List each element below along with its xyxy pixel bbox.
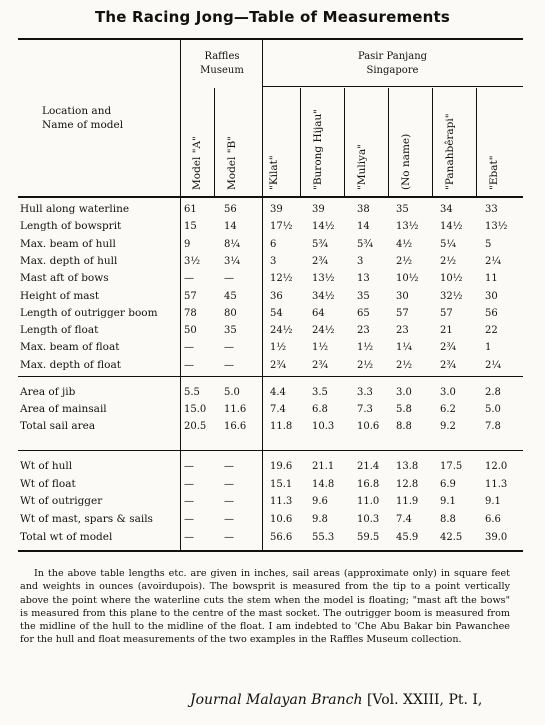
location-header: Name of model	[42, 119, 124, 131]
table-cell: 9.6	[312, 496, 328, 508]
pasir-group-header: Pasir Panjang	[357, 51, 428, 62]
table-cell: 78	[184, 307, 197, 319]
table-cell: 4½	[396, 238, 413, 250]
table-cell: 1	[485, 342, 492, 354]
table-cell: —	[184, 496, 194, 508]
table-cell: —	[184, 273, 194, 285]
row-label: Wt of float	[20, 477, 76, 490]
column-divider	[300, 88, 301, 196]
table-cell: 8.8	[396, 421, 412, 432]
section2-bottom-rule	[18, 450, 523, 451]
table-cell: 39	[270, 204, 283, 215]
row-label: Length of outrigger boom	[20, 306, 158, 319]
table-cell: 23	[396, 325, 409, 337]
column-header-kilat: "Kilat"	[268, 155, 280, 190]
table-cell: 5¼	[440, 238, 457, 250]
table-cell: 30	[396, 290, 409, 302]
table-bottom-rule	[18, 550, 523, 552]
table-cell: —	[224, 531, 234, 543]
table-cell: 11.6	[224, 404, 247, 415]
row-label: Max. beam of float	[20, 341, 120, 354]
table-cell: 22	[485, 325, 498, 337]
table-cell: 3.3	[357, 387, 373, 398]
row-label: Wt of mast, spars & sails	[20, 513, 153, 526]
table-cell: 6.2	[440, 404, 456, 415]
raffles-group-header: Museum	[200, 65, 244, 76]
table-cell: 10.6	[270, 514, 293, 526]
row-label: Max. depth of hull	[20, 254, 118, 267]
column-divider	[476, 88, 477, 196]
column-header-ebat: "Ebat"	[488, 155, 500, 190]
table-cell: 42.5	[440, 531, 463, 543]
table-cell: 13½	[485, 221, 508, 233]
table-cell: 2¾	[270, 359, 287, 371]
table-cell: 54	[270, 307, 283, 319]
table-cell: 33	[485, 204, 498, 215]
table-cell: 2¾	[312, 255, 329, 267]
table-cell: 14.8	[312, 478, 335, 490]
table-cell: 11.3	[270, 496, 293, 508]
table-cell: —	[184, 478, 194, 490]
table-cell: 3¼	[224, 255, 241, 267]
table-cell: 1½	[270, 342, 287, 354]
table-cell: 20.5	[184, 421, 207, 432]
table-cell: 56	[485, 307, 498, 319]
table-cell: 61	[184, 204, 197, 215]
raffles-group-header: Raffles	[204, 51, 240, 62]
table-cell: 6.6	[485, 514, 501, 526]
table-cell: 14½	[312, 221, 335, 233]
row-label: Length of bowsprit	[20, 220, 122, 233]
table-cell: 2¼	[485, 255, 502, 267]
location-header: Location and	[42, 105, 112, 117]
table-cell: 2¾	[440, 342, 457, 354]
row-label: Hull along waterline	[20, 203, 130, 215]
table-cell: 14	[224, 221, 237, 233]
table-cell: —	[184, 461, 194, 472]
table-cell: 3.0	[440, 387, 456, 398]
table-cell: 59.5	[357, 531, 380, 543]
table-cell: 45	[224, 290, 237, 302]
column-header-panahberapi: "Panahbêrapi"	[444, 113, 456, 190]
table-cell: 21.4	[357, 461, 380, 472]
table-cell: 55.3	[312, 531, 335, 543]
table-cell: —	[224, 273, 234, 285]
table-cell: 19.6	[270, 461, 293, 472]
table-cell: 9.1	[440, 496, 456, 508]
row-label: Length of float	[20, 324, 99, 337]
volume-reference: [Vol. XXIII, Pt. I,	[366, 692, 483, 708]
table-cell: 57	[440, 307, 453, 319]
table-cell: 5¾	[357, 238, 374, 250]
table-cell: 13	[357, 273, 370, 285]
table-cell: 3	[357, 255, 364, 267]
section1-bottom-rule	[18, 376, 523, 377]
table-cell: 4.4	[270, 387, 286, 398]
table-cell: 17½	[270, 221, 293, 233]
table-cell: 50	[184, 325, 197, 337]
table-cell: 13½	[396, 221, 419, 233]
column-divider	[344, 88, 345, 196]
table-cell: 56.6	[270, 531, 293, 543]
table-cell: 80	[224, 307, 237, 319]
table-cell: 14½	[440, 221, 463, 233]
table-cell: 32½	[440, 290, 463, 302]
table-cell: 6.9	[440, 478, 456, 490]
table-cell: 15.1	[270, 478, 293, 490]
table-cell: —	[224, 478, 234, 490]
table-cell: 21	[440, 325, 453, 337]
table-cell: 30	[485, 290, 498, 302]
table-cell: 23	[357, 325, 370, 337]
table-cell: 2½	[357, 359, 374, 371]
table-cell: 2¼	[485, 359, 502, 371]
table-cell: 1½	[312, 342, 329, 354]
journal-name: Journal Malayan Branch	[190, 692, 363, 708]
row-label: Max. depth of float	[20, 358, 121, 371]
table-cell: 11.8	[270, 421, 293, 432]
table-cell: 5¾	[312, 238, 329, 250]
row-label: Wt of outrigger	[20, 495, 103, 508]
table-cell: —	[184, 514, 194, 526]
table-cell: —	[184, 359, 194, 371]
table-cell: 15	[184, 221, 197, 233]
table-cell: 11.3	[485, 478, 508, 490]
table-cell: 10½	[440, 273, 463, 285]
table-cell: 17.5	[440, 461, 463, 472]
column-header-no-name: (No name)	[400, 133, 412, 190]
table-cell: 35	[357, 290, 370, 302]
table-cell: 11	[485, 273, 498, 285]
table-cell: 2½	[440, 255, 457, 267]
table-cell: 8¼	[224, 238, 241, 250]
table-cell: 39	[312, 204, 325, 215]
table-note: In the above table lengths etc. are given in inches, sail areas (approximate only) in square feet and weights in ounces (avoirdupois). The bowsprit is measured from the tip to a point vertically above the point where the waterline cuts the stem when the model is floating; "mast aft the bows" is measured from this plane to the centre of the mast socket. The outrigger boom is measured from the midline of the hull to the midline of the float. I am indebted to 'Che Abu Bakar bin Pawanchee for the hull and float measurements of the two examples in the Raffles Museum collection.	[20, 568, 510, 646]
table-cell: 5	[485, 238, 492, 250]
table-cell: 2.8	[485, 387, 501, 398]
pasir-group-rule	[262, 86, 523, 87]
table-cell: 3½	[184, 255, 201, 267]
table-cell: 45.9	[396, 531, 419, 543]
row-label: Max. beam of hull	[20, 237, 116, 250]
table-cell: 9.8	[312, 514, 328, 526]
column-header-model-a: Model "A"	[191, 136, 203, 190]
table-cell: 57	[184, 290, 197, 302]
table-cell: 14	[357, 221, 370, 233]
table-cell: 12½	[270, 273, 293, 285]
row-label: Mast aft of bows	[20, 272, 109, 285]
table-cell: 9	[184, 238, 191, 250]
row-label: Wt of hull	[20, 460, 73, 472]
row-label: Area of jib	[20, 386, 76, 398]
table-cell: 15.0	[184, 404, 207, 415]
table-cell: 1¼	[396, 342, 413, 354]
table-cell: 3.5	[312, 387, 328, 398]
table-cell: 12.0	[485, 461, 508, 472]
table-cell: 9.2	[440, 421, 456, 432]
table-cell: 64	[312, 307, 325, 319]
row-label: Total wt of model	[20, 530, 113, 543]
table-cell: 8.8	[440, 514, 456, 526]
table-cell: 5.8	[396, 404, 412, 415]
table-cell: 2½	[396, 359, 413, 371]
column-header-muliya: "Muliya"	[356, 143, 368, 190]
table-cell: 13½	[312, 273, 335, 285]
table-cell: 10.6	[357, 421, 380, 432]
label-column-divider	[180, 38, 181, 550]
table-cell: 2¾	[312, 359, 329, 371]
page-title: The Racing Jong—Table of Measurements	[94, 8, 451, 26]
table-cell: 38	[357, 204, 370, 215]
table-cell: —	[224, 359, 234, 371]
table-cell: 1½	[357, 342, 374, 354]
table-cell: 16.6	[224, 421, 247, 432]
table-top-rule	[18, 38, 523, 40]
table-cell: 39.0	[485, 531, 508, 543]
header-bottom-rule	[18, 196, 523, 198]
raffles-column-divider	[262, 38, 263, 550]
table-cell: 2½	[396, 255, 413, 267]
table-cell: 34	[440, 204, 453, 215]
table-cell: 24½	[270, 325, 293, 337]
table-cell: 10.3	[357, 514, 380, 526]
table-cell: 24½	[312, 325, 335, 337]
table-cell: 65	[357, 307, 370, 319]
column-divider	[388, 88, 389, 196]
table-cell: 2¾	[440, 359, 457, 371]
row-label: Height of mast	[20, 289, 100, 302]
table-cell: 6	[270, 238, 277, 250]
table-cell: —	[184, 531, 194, 543]
pasir-group-header: Singapore	[366, 65, 419, 76]
table-cell: 3.0	[396, 387, 412, 398]
table-cell: 7.4	[270, 404, 286, 415]
table-cell: 7.4	[396, 514, 412, 526]
column-header-model-b: Model "B"	[226, 135, 238, 190]
table-cell: 6.8	[312, 404, 328, 415]
table-cell: 12.8	[396, 478, 419, 490]
table-cell: 35	[396, 204, 409, 215]
table-cell: 16.8	[357, 478, 380, 490]
table-cell: 10½	[396, 273, 419, 285]
table-cell: —	[224, 461, 234, 472]
table-cell: 57	[396, 307, 409, 319]
table-cell: 10.3	[312, 421, 335, 432]
table-cell: 5.0	[224, 387, 240, 398]
table-cell: 35	[224, 325, 237, 337]
column-divider	[432, 88, 433, 196]
table-cell: 9.1	[485, 496, 501, 508]
table-cell: —	[224, 496, 234, 508]
table-cell: 7.3	[357, 404, 373, 415]
row-label: Total sail area	[20, 420, 96, 432]
table-cell: —	[184, 342, 194, 354]
table-cell: 7.8	[485, 421, 501, 432]
column-header-burong-hijau: "Burong Hijau"	[312, 108, 324, 190]
table-cell: 13.8	[396, 461, 419, 472]
table-cell: 36	[270, 290, 283, 302]
table-cell: —	[224, 342, 234, 354]
table-cell: 5.5	[184, 387, 200, 398]
table-cell: 3	[270, 255, 277, 267]
table-cell: 11.0	[357, 496, 380, 508]
page-footer	[190, 692, 482, 708]
table-cell: 5.0	[485, 404, 501, 415]
table-cell: 21.1	[312, 461, 335, 472]
column-divider	[214, 88, 215, 196]
table-cell: 56	[224, 204, 237, 215]
table-cell: 11.9	[396, 496, 419, 508]
row-label: Area of mainsail	[20, 403, 107, 415]
table-cell: 34½	[312, 290, 335, 302]
table-cell: —	[224, 514, 234, 526]
